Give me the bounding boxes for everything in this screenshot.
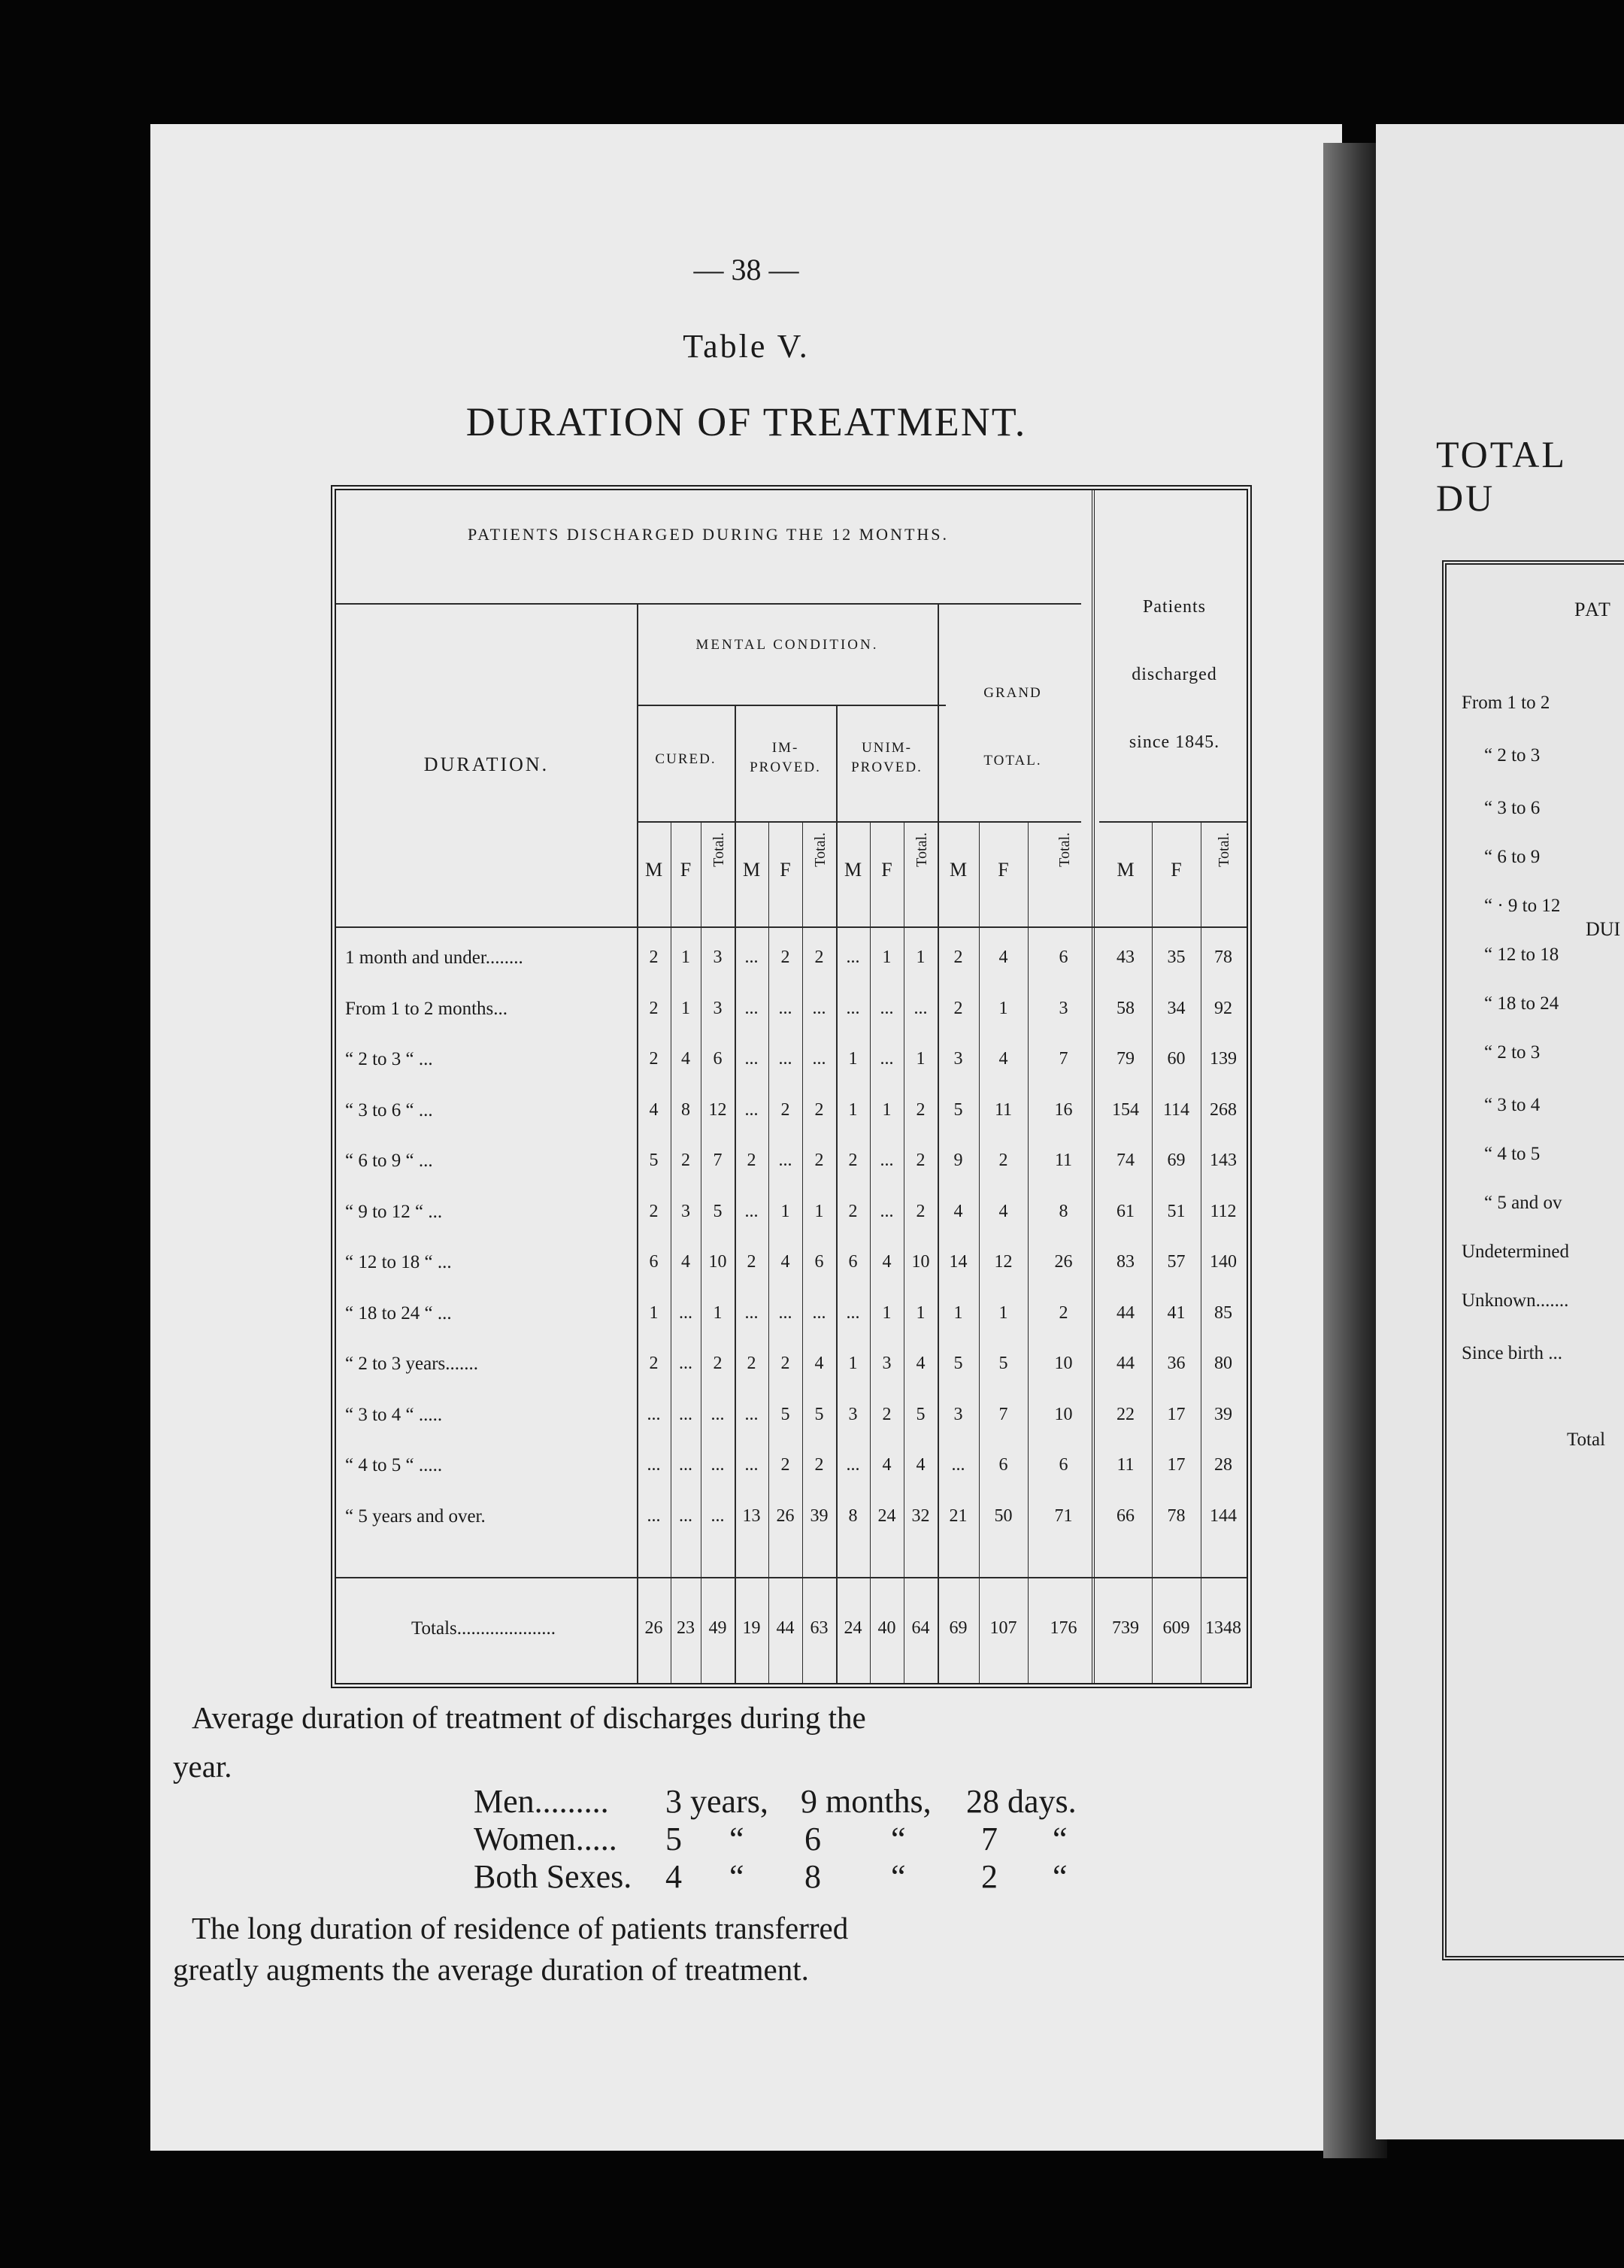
table-cell: 35 (1167, 948, 1186, 967)
table-cell: ... (679, 1404, 692, 1424)
table-cell: ... (846, 1455, 860, 1475)
table-cell: 2 (681, 1151, 690, 1170)
row-label: “ 3 to 4 “ ..... (345, 1404, 443, 1425)
closing-line-2: greatly augments the average duration of treatment. (173, 1952, 809, 1987)
table-cell: ... (679, 1505, 692, 1526)
table-cell: 7 (713, 1151, 723, 1170)
duration-table (331, 485, 1252, 1688)
table-cell: 2 (649, 1354, 659, 1373)
rule-under-header (336, 603, 1081, 605)
table-cell: 5 (998, 1354, 1008, 1373)
totals-cell: 23 (677, 1618, 695, 1638)
table-cell: 5 (916, 1404, 926, 1424)
column-head-5: F (780, 859, 791, 881)
table-cell: 26 (1054, 1252, 1073, 1272)
column-head-13: M (1116, 859, 1135, 881)
table-cell: ... (679, 1354, 692, 1373)
totals-cell: 44 (776, 1618, 795, 1638)
header-since-3: since 1845. (1129, 732, 1220, 752)
table-cell: ... (880, 998, 894, 1018)
rule-improved (836, 705, 838, 1683)
table-cell: 78 (1214, 948, 1232, 967)
table-cell: 6 (649, 1252, 659, 1272)
table-cell: 12 (708, 1099, 727, 1120)
table-cell: 28 (1214, 1455, 1232, 1475)
table-cell: 144 (1210, 1505, 1237, 1526)
table-cell: 2 (747, 1151, 756, 1170)
table-cell: 21 (949, 1505, 968, 1526)
table-cell: 2 (649, 1201, 659, 1221)
table-cell: ... (710, 1404, 725, 1424)
table-cell: 6 (848, 1252, 858, 1272)
both-q1: “ (729, 1858, 744, 1895)
closing-line-1: The long duration of residence of patients transferred (192, 1911, 849, 1945)
right-page-row-label: “ 4 to 5 (1484, 1144, 1541, 1164)
table-cell: 11 (1116, 1455, 1135, 1475)
right-page-row-label: Unknown....... (1462, 1290, 1569, 1311)
table-cell: 60 (1167, 1049, 1186, 1069)
table-cell: ... (778, 1302, 792, 1323)
table-cell: 11 (1054, 1151, 1073, 1170)
table-cell: 8 (848, 1505, 858, 1526)
rule-totals (336, 1577, 1247, 1578)
right-page-dur: DUI (1586, 918, 1621, 940)
table-cell: 1 (998, 998, 1008, 1018)
table-cell: 4 (953, 1201, 963, 1221)
table-cell: 154 (1112, 1099, 1139, 1120)
both-q3: “ (1053, 1858, 1068, 1895)
grand-label: GRAND (983, 685, 1042, 701)
column-head-7: M (844, 859, 862, 881)
table-cell: 2 (916, 1201, 926, 1221)
table-cell: 1 (916, 1302, 926, 1323)
rule-subhead-right (1099, 821, 1247, 823)
table-title: DURATION OF TREATMENT. (465, 399, 1027, 444)
women-q2: “ (891, 1821, 906, 1857)
table-cell: 5 (953, 1354, 963, 1373)
table-cell: 8 (681, 1099, 690, 1120)
column-head-14: F (1171, 859, 1182, 881)
row-label: “ 6 to 9 “ ... (345, 1151, 433, 1171)
right-page-row-label: Total (1567, 1430, 1606, 1450)
header-since-1: Patients (1143, 597, 1206, 617)
table-cell: 4 (882, 1455, 892, 1475)
left-page (150, 124, 1342, 2151)
row-label: From 1 to 2 months... (345, 998, 508, 1019)
right-page-header: PAT (1574, 599, 1612, 620)
row-label: “ 18 to 24 “ ... (345, 1302, 452, 1324)
rule-mental (637, 705, 946, 706)
table-cell: ... (744, 1099, 759, 1120)
row-label: “ 12 to 18 “ ... (345, 1252, 452, 1272)
table-cell: ... (778, 1049, 792, 1069)
table-cell: 2 (998, 1151, 1008, 1170)
table-cell: 3 (713, 948, 723, 967)
table-cell: 92 (1214, 998, 1232, 1018)
table-cell: 50 (994, 1505, 1013, 1526)
table-cell: 4 (681, 1252, 690, 1272)
both-months: 8 (804, 1858, 821, 1895)
table-cell: ... (744, 1404, 759, 1424)
row-label: “ 2 to 3 years....... (345, 1354, 479, 1374)
table-cell: 14 (949, 1252, 968, 1272)
row-label: “ 5 years and over. (345, 1505, 486, 1527)
row-label: 1 month and under........ (345, 948, 523, 968)
table-cell: 3 (953, 1049, 963, 1069)
table-cell: 4 (998, 1049, 1008, 1069)
right-page-row-label: Since birth ... (1462, 1343, 1563, 1363)
avg-line-2: year. (173, 1749, 232, 1784)
table-cell: 3 (681, 1201, 690, 1221)
table-cell: 39 (810, 1505, 829, 1526)
table-cell: ... (951, 1455, 965, 1475)
table-cell: 6 (814, 1252, 824, 1272)
header-unimproved (836, 738, 938, 778)
table-cell: ... (880, 1151, 894, 1170)
table-label: Table V. (683, 328, 810, 365)
table-cell: 85 (1214, 1302, 1232, 1323)
right-page-row-label: “ 3 to 4 (1484, 1095, 1541, 1115)
header-since-1845 (1099, 573, 1250, 776)
table-cell: 3 (713, 998, 723, 1018)
women-months: 6 (804, 1821, 821, 1857)
table-cell: 2 (814, 948, 824, 967)
table-cell: 10 (708, 1252, 727, 1272)
table-cell: 1 (848, 1049, 858, 1069)
column-head-15: Total. (1216, 832, 1232, 867)
table-cell: 1 (780, 1201, 790, 1221)
table-cell: ... (679, 1455, 692, 1475)
right-page-row-label: Undetermined (1462, 1242, 1570, 1262)
table-cell: 1 (953, 1302, 963, 1323)
table-cell: ... (744, 1455, 759, 1475)
table-cell: 10 (1054, 1354, 1073, 1373)
totals-cell: 64 (911, 1618, 930, 1638)
table-cell: 1 (814, 1201, 824, 1221)
table-cell: 1 (848, 1099, 858, 1120)
table-cell: 2 (953, 948, 963, 967)
right-page-row-label: From 1 to 2 (1462, 693, 1550, 713)
table-cell: 44 (1116, 1302, 1135, 1323)
right-page-row-label: “ 12 to 18 (1484, 944, 1559, 965)
unimproved-1: UNIM- (862, 740, 912, 756)
women-q3: “ (1053, 1821, 1068, 1857)
row-label: “ 4 to 5 “ ..... (345, 1455, 443, 1475)
table-cell: 1 (882, 1099, 892, 1120)
table-cell: 10 (1054, 1404, 1073, 1424)
right-page-title: TOTAL DU (1436, 433, 1566, 519)
table-cell: 78 (1167, 1505, 1186, 1526)
table-cell: 44 (1116, 1354, 1135, 1373)
table-cell: 1 (916, 948, 926, 967)
table-cell: 2 (649, 998, 659, 1018)
table-cell: ... (812, 1049, 826, 1069)
totals-cell: 739 (1112, 1618, 1139, 1638)
table-cell: 1 (848, 1354, 858, 1373)
page-number: — 38 — (693, 253, 799, 287)
totals-cell: 40 (877, 1618, 896, 1638)
table-cell: 2 (953, 998, 963, 1018)
table-cell: ... (914, 998, 928, 1018)
table-cell: 1 (998, 1302, 1008, 1323)
table-cell: 1 (681, 998, 690, 1018)
column-head-11: F (998, 859, 1009, 881)
women-q1: “ (729, 1821, 744, 1857)
table-cell: 71 (1054, 1505, 1073, 1526)
table-cell: 4 (780, 1252, 790, 1272)
column-head-1: M (644, 859, 663, 881)
table-cell: 1 (882, 948, 892, 967)
table-cell: 80 (1214, 1354, 1232, 1373)
table-cell: 10 (911, 1252, 930, 1272)
table-cell: 139 (1210, 1049, 1237, 1069)
table-cell: 6 (1059, 948, 1068, 967)
table-cell: ... (778, 1151, 792, 1170)
table-cell: 7 (998, 1404, 1008, 1424)
table-cell: 4 (882, 1252, 892, 1272)
table-cell: 24 (877, 1505, 896, 1526)
table-cell: 1 (681, 948, 690, 967)
table-cell: 51 (1167, 1201, 1186, 1221)
table-cell: 140 (1210, 1252, 1237, 1272)
improved-2: PROVED. (750, 760, 821, 775)
header-mental-condition: MENTAL CONDITION. (695, 637, 879, 653)
table-cell: 2 (780, 1354, 790, 1373)
right-page-row-label: “ 18 to 24 (1484, 993, 1559, 1014)
table-cell: ... (880, 1049, 894, 1069)
header-patients-discharged: PATIENTS DISCHARGED DURING THE 12 MONTHS. (467, 525, 950, 544)
header-duration: DURATION. (423, 753, 550, 775)
table-cell: ... (647, 1455, 661, 1475)
header-improved (735, 738, 836, 778)
table-cell: 39 (1214, 1404, 1232, 1424)
totals-label: Totals..................... (411, 1618, 556, 1639)
column-head-3: Total. (710, 832, 727, 867)
table-cell: 6 (713, 1049, 723, 1069)
men-months: 9 months, (801, 1783, 932, 1820)
column-head-4: M (742, 859, 761, 881)
column-head-10: M (949, 859, 968, 881)
row-label: “ 3 to 6 “ ... (345, 1099, 433, 1120)
table-cell: 3 (1059, 998, 1068, 1018)
table-cell: 74 (1116, 1151, 1135, 1170)
table-cell: 61 (1116, 1201, 1135, 1221)
table-cell: ... (744, 1201, 759, 1221)
table-cell: 3 (848, 1404, 858, 1424)
table-cell: 1 (882, 1302, 892, 1323)
table-cell: 2 (814, 1455, 824, 1475)
table-cell: 1 (649, 1302, 659, 1323)
table-cell: 2 (1059, 1302, 1068, 1323)
table-cell: 34 (1167, 998, 1186, 1018)
table-cell: ... (679, 1302, 692, 1323)
women-days: 7 (981, 1821, 998, 1857)
table-cell: 5 (814, 1404, 824, 1424)
table-cell: ... (812, 1302, 826, 1323)
totals-cell: 69 (949, 1618, 968, 1638)
table-cell: ... (846, 998, 860, 1018)
table-cell: 79 (1116, 1049, 1135, 1069)
table-cell: 5 (953, 1099, 963, 1120)
table-cell: 3 (953, 1404, 963, 1424)
table-cell: 2 (780, 1455, 790, 1475)
table-cell: 3 (882, 1354, 892, 1373)
table-cell: ... (744, 1302, 759, 1323)
table-cell: 69 (1167, 1151, 1186, 1170)
unimproved-2: PROVED. (851, 760, 923, 775)
right-page-row-label: “ 5 and ov (1484, 1193, 1562, 1213)
header-cured: CURED. (655, 751, 717, 767)
table-cell: 4 (998, 1201, 1008, 1221)
table-cell: 43 (1116, 948, 1135, 967)
table-cell: 11 (994, 1099, 1013, 1120)
table-cell: 2 (848, 1151, 858, 1170)
totals-cell: 26 (644, 1618, 663, 1638)
table-cell: 66 (1116, 1505, 1135, 1526)
men-years: 3 years, (665, 1783, 768, 1820)
table-cell: ... (647, 1404, 661, 1424)
table-cell: 8 (1059, 1201, 1068, 1221)
totals-cell: 609 (1162, 1618, 1190, 1638)
totals-cell: 176 (1050, 1618, 1077, 1638)
column-head-2: F (680, 859, 692, 881)
table-cell: 17 (1167, 1404, 1186, 1424)
table-cell: 2 (649, 1049, 659, 1069)
table-cell: 26 (776, 1505, 795, 1526)
table-cell: 5 (649, 1151, 659, 1170)
women-years: 5 (665, 1821, 682, 1857)
table-cell: 2 (916, 1151, 926, 1170)
table-cell: 4 (916, 1455, 926, 1475)
table-cell: 22 (1116, 1404, 1135, 1424)
totals-cell: 19 (742, 1618, 761, 1638)
table-cell: 2 (848, 1201, 858, 1221)
table-cell: ... (710, 1455, 725, 1475)
table-cell: 7 (1059, 1049, 1068, 1069)
table-cell: 41 (1167, 1302, 1186, 1323)
table-cell: 2 (814, 1099, 824, 1120)
table-cell: 5 (713, 1201, 723, 1221)
divider-since-1845 (1092, 490, 1095, 1683)
table-cell: 57 (1167, 1252, 1186, 1272)
table-cell: 13 (742, 1505, 761, 1526)
totals-cell: 107 (989, 1618, 1017, 1638)
column-head-12: Total. (1056, 832, 1073, 867)
table-cell: ... (744, 948, 759, 967)
table-cell: 2 (780, 1099, 790, 1120)
rule-subhead (637, 821, 1081, 823)
total-label: TOTAL. (983, 753, 1042, 769)
row-label: “ 2 to 3 “ ... (345, 1049, 433, 1069)
table-cell: 112 (1210, 1201, 1237, 1221)
column-head-8: F (881, 859, 892, 881)
table-cell: 17 (1167, 1455, 1186, 1475)
table-cell: 4 (681, 1049, 690, 1069)
right-page-row-label: “ 2 to 3 (1484, 1042, 1541, 1063)
totals-cell: 1348 (1205, 1618, 1241, 1638)
table-cell: 83 (1116, 1252, 1135, 1272)
table-cell: 1 (713, 1302, 723, 1323)
totals-cell: 63 (810, 1618, 829, 1638)
both-years: 4 (665, 1858, 682, 1895)
table-cell: 2 (882, 1404, 892, 1424)
right-page-row-label: “ 6 to 9 (1484, 847, 1541, 867)
table-cell: 9 (953, 1151, 963, 1170)
right-page (1376, 124, 1624, 2139)
table-cell: 4 (814, 1354, 824, 1373)
table-cell: 36 (1167, 1354, 1186, 1373)
table-cell: 4 (916, 1354, 926, 1373)
table-cell: 143 (1210, 1151, 1237, 1170)
table-cell: 1 (916, 1049, 926, 1069)
row-label: “ 9 to 12 “ ... (345, 1201, 443, 1222)
table-cell: ... (880, 1201, 894, 1221)
both-q2: “ (891, 1858, 906, 1895)
table-cell: 2 (780, 948, 790, 967)
table-cell: 4 (649, 1099, 659, 1120)
column-head-9: Total. (913, 832, 930, 867)
avg-line-1: Average duration of treatment of discharges during the (192, 1700, 866, 1735)
right-page-row-label: “ 2 to 3 (1484, 745, 1541, 766)
table-cell: ... (647, 1505, 661, 1526)
table-cell: 2 (916, 1099, 926, 1120)
rule-cured (735, 705, 736, 1683)
column-head-6: Total. (811, 832, 829, 867)
men-days: 28 days. (966, 1783, 1077, 1820)
table-cell: 16 (1054, 1099, 1073, 1120)
men-label: Men......... (474, 1783, 609, 1820)
rule-colheads (336, 926, 1247, 928)
table-cell: 268 (1210, 1099, 1237, 1120)
table-cell: 2 (747, 1354, 756, 1373)
table-cell: 2 (814, 1151, 824, 1170)
header-since-2: discharged (1132, 665, 1217, 684)
table-cell: ... (846, 948, 860, 967)
totals-cell: 49 (708, 1618, 727, 1638)
table-cell: ... (846, 1302, 860, 1323)
right-page-row-label: “ 3 to 6 (1484, 798, 1541, 818)
header-grand-total (938, 659, 1088, 795)
table-cell: ... (744, 998, 759, 1018)
improved-1: IM- (771, 740, 799, 756)
totals-cell: 24 (844, 1618, 862, 1638)
table-cell: 32 (911, 1505, 930, 1526)
women-label: Women..... (474, 1821, 617, 1857)
table-cell: ... (778, 998, 792, 1018)
table-cell: 2 (649, 948, 659, 967)
table-cell: 4 (998, 948, 1008, 967)
table-cell: 2 (747, 1252, 756, 1272)
table-cell: ... (812, 998, 826, 1018)
table-cell: 6 (1059, 1455, 1068, 1475)
table-cell: 6 (998, 1455, 1008, 1475)
both-label: Both Sexes. (474, 1858, 632, 1895)
right-page-table (1442, 560, 1624, 1960)
table-cell: ... (710, 1505, 725, 1526)
table-cell: 114 (1162, 1099, 1190, 1120)
table-cell: 5 (780, 1404, 790, 1424)
table-cell: 12 (994, 1252, 1013, 1272)
both-days: 2 (981, 1858, 998, 1895)
table-cell: 2 (713, 1354, 723, 1373)
table-cell: ... (744, 1049, 759, 1069)
table-cell: 58 (1116, 998, 1135, 1018)
right-page-row-label: “ · 9 to 12 (1484, 896, 1561, 916)
